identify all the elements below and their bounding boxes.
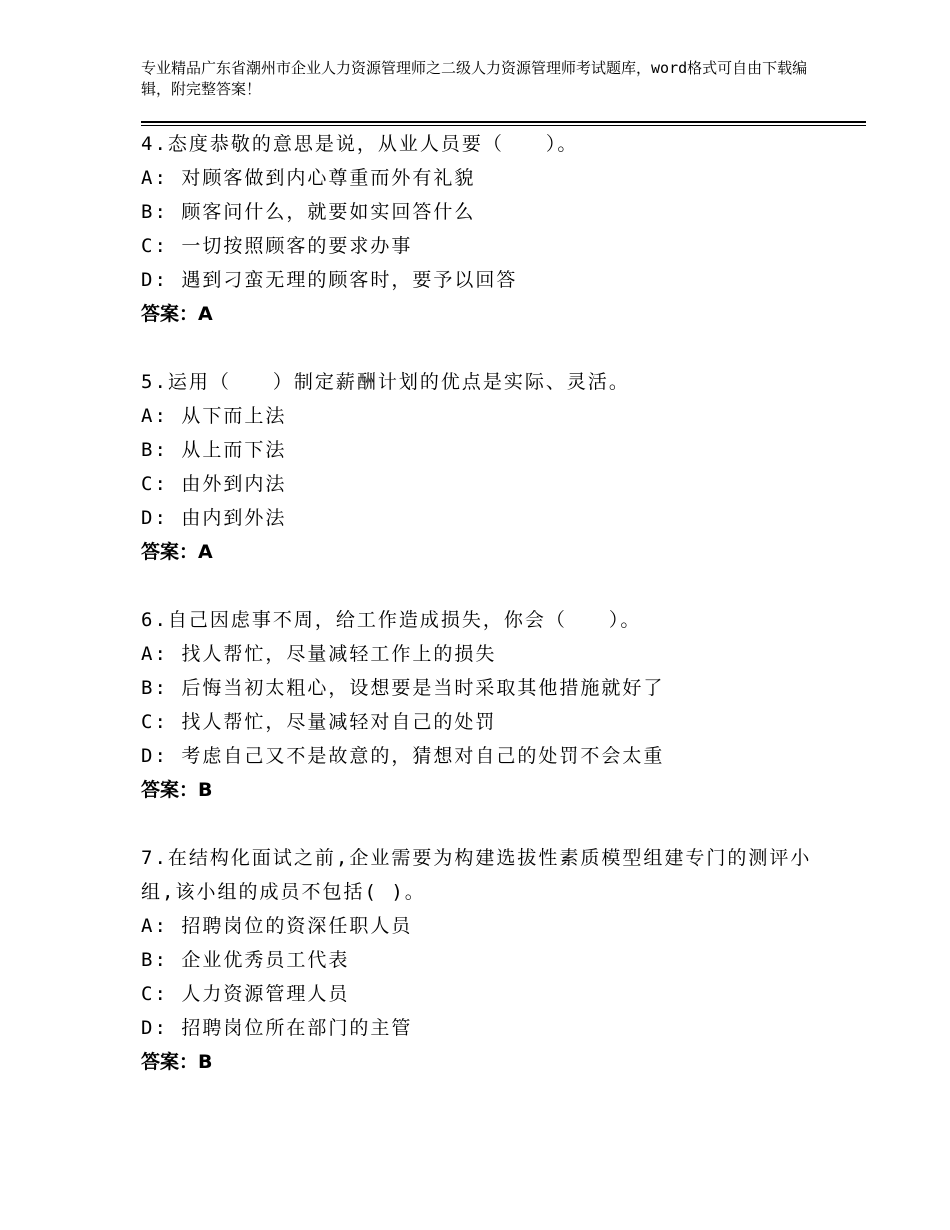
option-a: A: 对顾客做到内心尊重而外有礼貌 <box>141 167 476 189</box>
question-7 <box>141 841 841 1079</box>
option-c: C: 人力资源管理人员 <box>141 983 350 1005</box>
option-b: B: 企业优秀员工代表 <box>141 949 350 971</box>
option-a: A: 找人帮忙，尽量减轻工作上的损失 <box>141 643 497 665</box>
answer-label: 答案：B <box>141 1051 213 1073</box>
option-a: A: 招聘岗位的资深任职人员 <box>141 915 413 937</box>
question-list <box>141 127 841 1113</box>
option-d: D: 遇到刁蛮无理的顾客时，要予以回答 <box>141 269 518 291</box>
option-b: B: 顾客问什么，就要如实回答什么 <box>141 201 476 223</box>
question-5 <box>141 365 841 569</box>
answer-label: 答案：B <box>141 779 213 801</box>
answer-label: 答案：A <box>141 303 213 325</box>
header-rule-thin <box>141 125 866 126</box>
option-d: D: 考虑自己又不是故意的，猜想对自己的处罚不会太重 <box>141 745 665 767</box>
question-4 <box>141 127 841 331</box>
page-header: 专业精品广东省潮州市企业人力资源管理师之二级人力资源管理师考试题库，word格式可自由下载编辑，附完整答案！ <box>141 59 808 98</box>
option-d: D: 由内到外法 <box>141 507 287 529</box>
question-stem: 7.在结构化面试之前,企业需要为构建选拔性素质模型组建专门的测评小组,该小组的成员不包括( )。 <box>141 847 812 903</box>
option-b: B: 从上而下法 <box>141 439 287 461</box>
answer-label: 答案：A <box>141 541 213 563</box>
question-6 <box>141 603 841 807</box>
option-d: D: 招聘岗位所在部门的主管 <box>141 1017 413 1039</box>
question-stem: 5.运用（ ）制定薪酬计划的优点是实际、灵活。 <box>141 371 630 393</box>
option-c: C: 一切按照顾客的要求办事 <box>141 235 413 257</box>
question-stem: 4.态度恭敬的意思是说，从业人员要（ ）。 <box>141 133 579 155</box>
question-stem: 6.自己因虑事不周，给工作造成损失，你会（ ）。 <box>141 609 642 631</box>
option-a: A: 从下而上法 <box>141 405 287 427</box>
option-c: C: 找人帮忙，尽量减轻对自己的处罚 <box>141 711 497 733</box>
option-c: C: 由外到内法 <box>141 473 287 495</box>
header-rule-thick <box>141 121 866 123</box>
option-b: B: 后悔当初太粗心，设想要是当时采取其他措施就好了 <box>141 677 665 699</box>
